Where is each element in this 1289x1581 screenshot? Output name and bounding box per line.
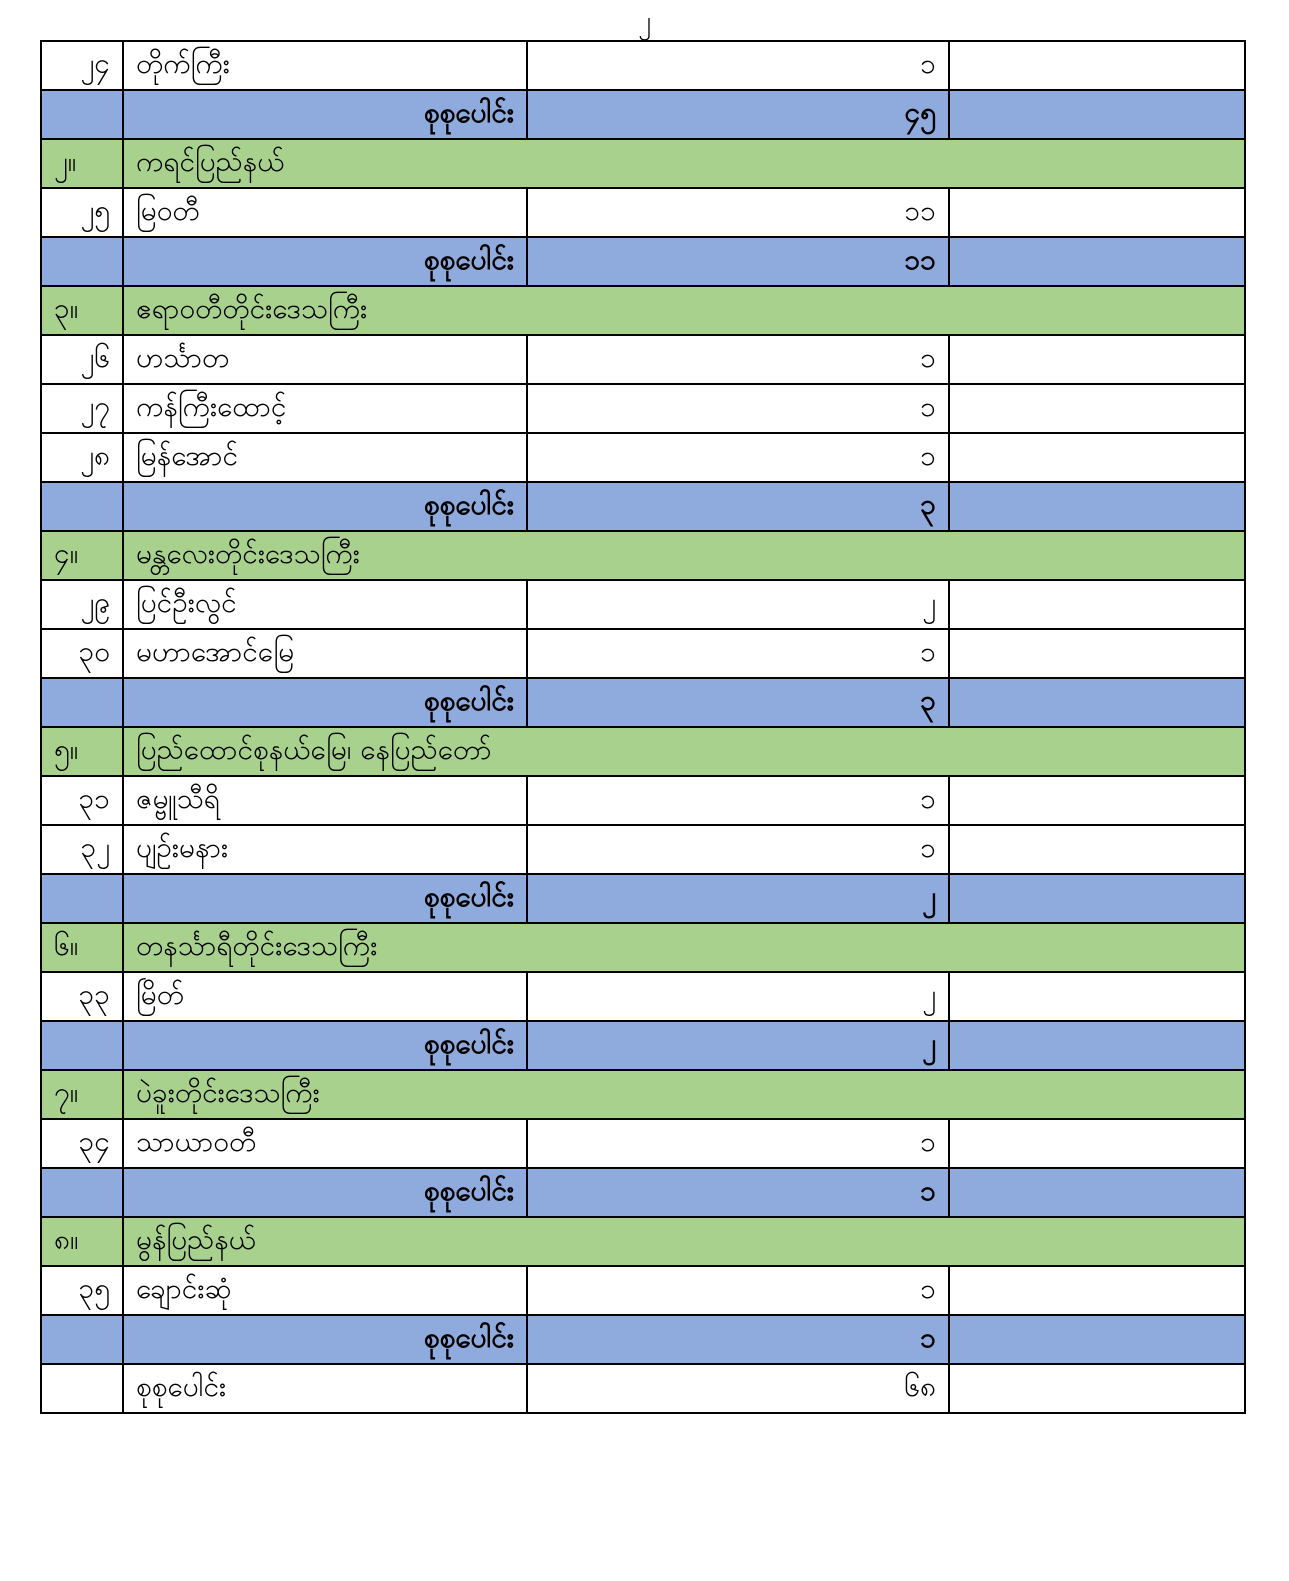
township-name: တိုက်ကြီး	[123, 41, 527, 90]
empty-cell	[949, 678, 1245, 727]
empty-cell	[41, 1168, 123, 1217]
empty-cell	[949, 825, 1245, 874]
count-value: ၁	[527, 1119, 949, 1168]
subtotal-value: ၁၁	[527, 237, 949, 286]
empty-cell	[949, 972, 1245, 1021]
count-value: ၁	[527, 825, 949, 874]
table-body	[41, 41, 1245, 1413]
row-number: ၂၆	[41, 335, 123, 384]
subtotal-row	[41, 1021, 1245, 1070]
region-number: ၄။	[41, 531, 123, 580]
region-name: တနင်္သာရီတိုင်းဒေသကြီး	[123, 923, 1245, 972]
grand-total-row	[41, 1364, 1245, 1413]
row-number: ၃၄	[41, 1119, 123, 1168]
region-header-row	[41, 139, 1245, 188]
subtotal-row	[41, 90, 1245, 139]
subtotal-label: စုစုပေါင်း	[123, 1315, 527, 1364]
count-value: ၁	[527, 433, 949, 482]
empty-cell	[949, 433, 1245, 482]
empty-cell	[949, 335, 1245, 384]
subtotal-value: ၁	[527, 1315, 949, 1364]
township-name: မြိတ်	[123, 972, 527, 1021]
count-value: ၁	[527, 629, 949, 678]
township-name: ပျဉ်းမနား	[123, 825, 527, 874]
empty-cell	[949, 237, 1245, 286]
subtotal-row	[41, 237, 1245, 286]
row-number: ၂၄	[41, 41, 123, 90]
region-number: ၂။	[41, 139, 123, 188]
row-number: ၂၉	[41, 580, 123, 629]
subtotal-row	[41, 482, 1245, 531]
empty-cell	[949, 776, 1245, 825]
township-name: ဟင်္သာတ	[123, 335, 527, 384]
township-name: ကန်ကြီးထောင့်	[123, 384, 527, 433]
subtotal-value: ၃	[527, 678, 949, 727]
empty-cell	[949, 1266, 1245, 1315]
township-name: သာယာဝတီ	[123, 1119, 527, 1168]
table-row	[41, 335, 1245, 384]
subtotal-label: စုစုပေါင်း	[123, 874, 527, 923]
empty-cell	[949, 90, 1245, 139]
region-header-row	[41, 1217, 1245, 1266]
count-value: ၂	[527, 972, 949, 1021]
empty-cell	[949, 384, 1245, 433]
empty-cell	[41, 237, 123, 286]
empty-cell	[41, 874, 123, 923]
table-row	[41, 1266, 1245, 1315]
region-header-row	[41, 923, 1245, 972]
table-row	[41, 629, 1245, 678]
subtotal-value: ၂	[527, 874, 949, 923]
empty-cell	[949, 188, 1245, 237]
region-name: ကရင်ပြည်နယ်	[123, 139, 1245, 188]
region-number: ၆။	[41, 923, 123, 972]
region-name: ဧရာဝတီတိုင်းဒေသကြီး	[123, 286, 1245, 335]
region-number: ၃။	[41, 286, 123, 335]
row-number: ၂၈	[41, 433, 123, 482]
region-name: ပဲခူးတိုင်းဒေသကြီး	[123, 1070, 1245, 1119]
empty-cell	[949, 1021, 1245, 1070]
empty-cell	[949, 629, 1245, 678]
row-number: ၂၅	[41, 188, 123, 237]
row-number: ၃၃	[41, 972, 123, 1021]
subtotal-row	[41, 1168, 1245, 1217]
page-number: ၂	[638, 6, 651, 36]
grand-total-value: ၆၈	[527, 1364, 949, 1413]
subtotal-label: စုစုပေါင်း	[123, 1021, 527, 1070]
table-row	[41, 433, 1245, 482]
empty-cell	[949, 1168, 1245, 1217]
region-name: ပြည်ထောင်စုနယ်မြေ၊ နေပြည်တော်	[123, 727, 1245, 776]
empty-cell	[949, 580, 1245, 629]
region-header-row	[41, 727, 1245, 776]
count-value: ၁	[527, 335, 949, 384]
table-row	[41, 580, 1245, 629]
empty-cell	[41, 90, 123, 139]
township-name: ပြင်ဦးလွင်	[123, 580, 527, 629]
empty-cell	[41, 482, 123, 531]
table-row	[41, 41, 1245, 90]
count-value: ၁	[527, 776, 949, 825]
table-row	[41, 188, 1245, 237]
count-value: ၁၁	[527, 188, 949, 237]
empty-cell	[949, 482, 1245, 531]
row-number: ၃၅	[41, 1266, 123, 1315]
region-name: မန္တလေးတိုင်းဒေသကြီး	[123, 531, 1245, 580]
empty-cell	[949, 41, 1245, 90]
township-count-table	[40, 40, 1246, 1414]
empty-cell	[949, 1364, 1245, 1413]
region-header-row	[41, 1070, 1245, 1119]
count-value: ၁	[527, 41, 949, 90]
row-number: ၃၀	[41, 629, 123, 678]
empty-cell	[949, 874, 1245, 923]
township-name: မြန်အောင်	[123, 433, 527, 482]
subtotal-value: ၂	[527, 1021, 949, 1070]
region-number: ၇။	[41, 1070, 123, 1119]
subtotal-value: ၄၅	[527, 90, 949, 139]
table-row	[41, 1119, 1245, 1168]
row-number: ၃၂	[41, 825, 123, 874]
table-row	[41, 384, 1245, 433]
empty-cell	[949, 1315, 1245, 1364]
empty-cell	[949, 1119, 1245, 1168]
empty-cell	[41, 1021, 123, 1070]
empty-cell	[41, 1364, 123, 1413]
subtotal-label: စုစုပေါင်း	[123, 482, 527, 531]
row-number: ၂၇	[41, 384, 123, 433]
table-row	[41, 972, 1245, 1021]
region-header-row	[41, 286, 1245, 335]
subtotal-row	[41, 1315, 1245, 1364]
table-row	[41, 825, 1245, 874]
row-number: ၃၁	[41, 776, 123, 825]
subtotal-row	[41, 678, 1245, 727]
subtotal-label: စုစုပေါင်း	[123, 237, 527, 286]
count-value: ၁	[527, 1266, 949, 1315]
region-header-row	[41, 531, 1245, 580]
subtotal-value: ၁	[527, 1168, 949, 1217]
township-name: ဇမ္ဗူသီရိ	[123, 776, 527, 825]
table-row	[41, 776, 1245, 825]
subtotal-label: စုစုပေါင်း	[123, 1168, 527, 1217]
count-value: ၁	[527, 384, 949, 433]
grand-total-label: စုစုပေါင်း	[123, 1364, 527, 1413]
township-name: မဟာအောင်မြေ	[123, 629, 527, 678]
count-value: ၂	[527, 580, 949, 629]
region-number: ၈။	[41, 1217, 123, 1266]
empty-cell	[41, 678, 123, 727]
township-name: မြဝတီ	[123, 188, 527, 237]
subtotal-value: ၃	[527, 482, 949, 531]
subtotal-label: စုစုပေါင်း	[123, 90, 527, 139]
region-name: မွန်ပြည်နယ်	[123, 1217, 1245, 1266]
township-name: ချောင်းဆုံ	[123, 1266, 527, 1315]
empty-cell	[41, 1315, 123, 1364]
subtotal-label: စုစုပေါင်း	[123, 678, 527, 727]
region-number: ၅။	[41, 727, 123, 776]
subtotal-row	[41, 874, 1245, 923]
